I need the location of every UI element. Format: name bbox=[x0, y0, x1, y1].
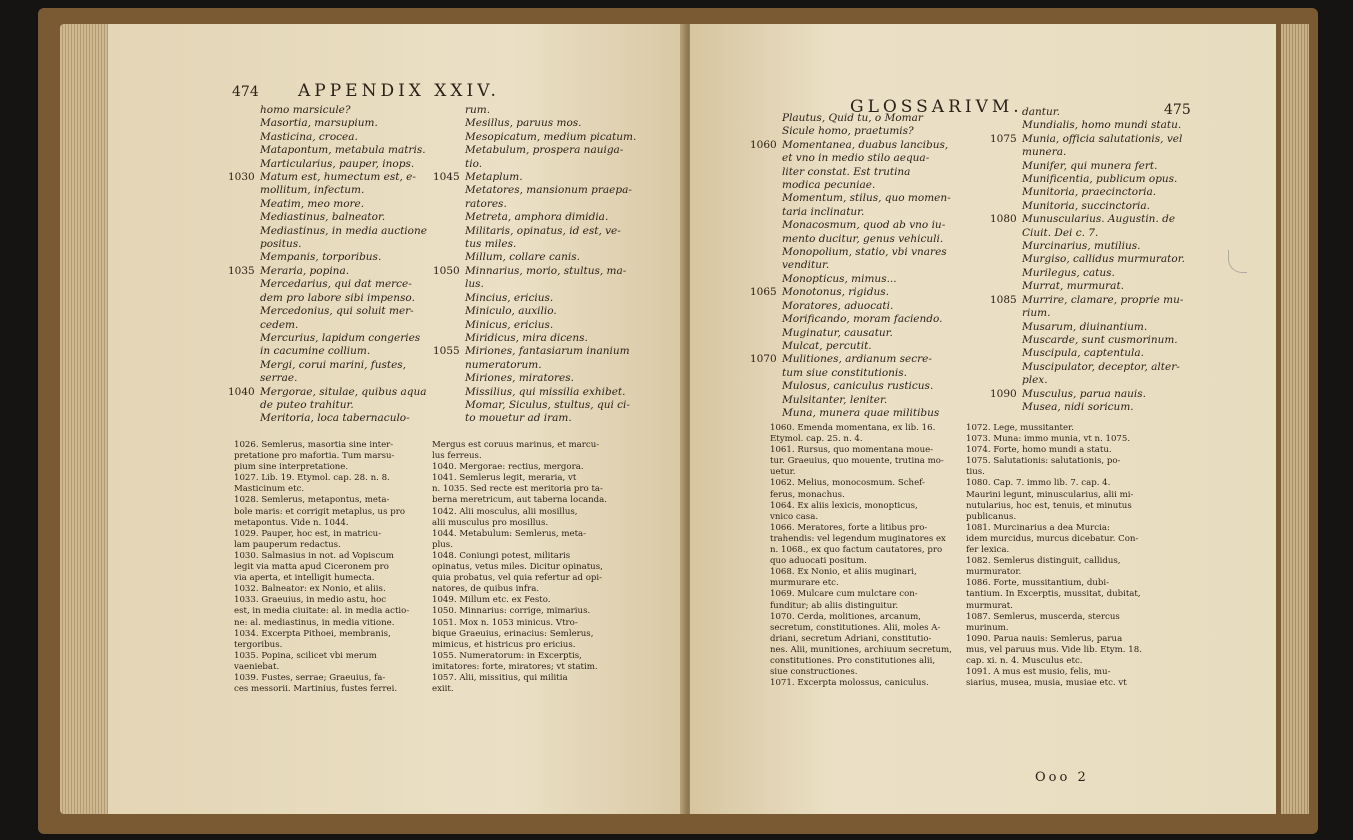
page-header: GLOSSARIVM. bbox=[850, 97, 1023, 117]
note-line: pium sine interpretatione. bbox=[234, 462, 349, 473]
entry-number: 1045 bbox=[433, 171, 460, 184]
note-line: uetur. bbox=[770, 467, 796, 478]
glossary-entry: Mulosus, caniculus rusticus. bbox=[782, 380, 934, 393]
note-line: 1090. Parua nauis: Semlerus, parua bbox=[966, 633, 1123, 644]
glossary-entry: venditur. bbox=[782, 259, 830, 272]
glossary-entry: lus. bbox=[465, 278, 484, 291]
note-line: n. 1068., ex quo factum cautatores, pro bbox=[770, 545, 943, 556]
glossary-entry: Masortia, marsupium. bbox=[260, 117, 378, 130]
glossary-entry: Moratores, aduocati. bbox=[782, 299, 894, 312]
glossary-entry: tus miles. bbox=[465, 238, 517, 251]
glossary-entry bbox=[433, 265, 636, 278]
note-line: 1041. Semlerus legit, meraria, vt bbox=[432, 473, 577, 484]
note-line: nes. Alii, munitiones, archiuum secretum, bbox=[770, 644, 952, 655]
page-header: APPENDIX XXIV. bbox=[298, 81, 500, 101]
glossary-entry: Muscipulator, deceptor, alter- bbox=[1022, 360, 1180, 373]
glossary-entry: cedem. bbox=[260, 318, 299, 331]
glossary-entry: plex. bbox=[1022, 374, 1048, 387]
note-line: funditur; ab aliis distinguitur. bbox=[770, 600, 899, 611]
glossary-entry: Murgiso, callidus murmurator. bbox=[1022, 253, 1185, 266]
page-edges-left bbox=[60, 24, 112, 814]
entry-text: Miriones, fantasiarum inanium bbox=[465, 345, 630, 358]
glossary-entry: Murilegus, catus. bbox=[1022, 266, 1115, 279]
note-line: 1082. Semlerus distinguit, callidus, bbox=[966, 556, 1121, 567]
glossary-entry: Murcinarius, mutilius. bbox=[1022, 240, 1141, 253]
glossary-entry: Mercedarius, qui dat merce- bbox=[260, 278, 412, 291]
note-line: lam pauperum redactus. bbox=[234, 539, 341, 550]
note-line: 1086. Forte, mussitantium, dubi- bbox=[966, 578, 1110, 589]
glossary-entry: serrae. bbox=[260, 372, 298, 385]
glossary-entry: Masticina, crocea. bbox=[260, 130, 358, 143]
note-line: 1075. Salutationis: salutationis, po- bbox=[966, 456, 1121, 467]
glossary-entry bbox=[750, 286, 951, 299]
entry-number: 1060 bbox=[750, 138, 777, 151]
glossary-entry bbox=[990, 388, 1185, 401]
glossary-entry: munera. bbox=[1022, 146, 1067, 159]
glossary-entry: Mundialis, homo mundi statu. bbox=[1022, 119, 1182, 132]
note-line: publicanus. bbox=[966, 511, 1017, 522]
note-line: pretatione pro mafortia. Tum marsu- bbox=[234, 451, 395, 462]
note-line: 1034. Excerpta Pithoei, membranis, bbox=[234, 628, 391, 639]
note-line: imitatores: forte, miratores; vt statim. bbox=[432, 661, 598, 672]
glossary-entry: Munitoria, succinctoria. bbox=[1022, 199, 1150, 212]
note-line: driani, secretum Adriani, constitutio- bbox=[770, 633, 932, 644]
note-line: vaeniebat. bbox=[234, 661, 280, 672]
note-line: tur. Graeuius, quo mouente, trutina mo- bbox=[770, 456, 944, 467]
glossary-entry: in cacumine collium. bbox=[260, 345, 371, 358]
glossary-entry: Momentum, stilus, quo momen- bbox=[782, 192, 951, 205]
note-line: 1071. Excerpta molossus, caniculus. bbox=[770, 678, 929, 689]
page-number: 475 bbox=[1164, 102, 1191, 118]
note-line: 1029. Pauper, hoc est, in matricu- bbox=[234, 528, 382, 539]
glossary-entry: Munifer, qui munera fert. bbox=[1022, 159, 1158, 172]
glossary-entry: Miridicus, mira dicens. bbox=[465, 331, 588, 344]
note-line: 1091. A mus est musio, felis, mu- bbox=[966, 667, 1111, 678]
entry-number: 1080 bbox=[990, 213, 1017, 226]
note-line: 1044. Metabulum: Semlerus, meta- bbox=[432, 528, 587, 539]
notes-column-2 bbox=[432, 440, 607, 695]
glossary-entry: taria inclinatur. bbox=[782, 205, 865, 218]
notes-column-1 bbox=[234, 440, 409, 695]
glossary-entry: Mesopicatum, medium picatum. bbox=[465, 130, 637, 143]
note-line: plus. bbox=[432, 539, 453, 550]
note-line: bique Graeuius, erinacius: Semlerus, bbox=[432, 628, 594, 639]
entry-text: Mulitiones, ardianum secre- bbox=[782, 353, 932, 366]
entry-number: 1050 bbox=[433, 264, 460, 277]
glossary-entry: Mercedonius, qui soluit mer- bbox=[260, 305, 414, 318]
note-line: fer lexica. bbox=[966, 545, 1010, 556]
note-line: murinum. bbox=[966, 622, 1009, 633]
note-line: 1080. Cap. 7. immo lib. 7. cap. 4. bbox=[966, 478, 1111, 489]
glossary-entry: Morificando, moram faciendo. bbox=[782, 313, 943, 326]
entry-number: 1055 bbox=[433, 345, 460, 358]
page-number: 474 bbox=[232, 84, 259, 100]
glossary-entry: Mesillus, paruus mos. bbox=[465, 117, 582, 130]
glossary-entry: dem pro labore sibi impenso. bbox=[260, 291, 415, 304]
glossary-column-2 bbox=[433, 104, 636, 426]
note-line: 1033. Graeuius, in medio astu, hoc bbox=[234, 595, 387, 606]
note-line: 1081. Murcinarius a dea Murcia: bbox=[966, 522, 1110, 533]
note-line: 1070. Cerda, molitiones, arcanum, bbox=[770, 611, 921, 622]
note-line: natores, de quibus infra. bbox=[432, 584, 540, 595]
note-line: cap. xi. n. 4. Musculus etc. bbox=[966, 655, 1083, 666]
entry-number: 1070 bbox=[750, 353, 777, 366]
note-line: 1050. Minnarius: corrige, mimarius. bbox=[432, 606, 591, 617]
glossary-entry: Muna, munera quae militibus bbox=[782, 406, 940, 419]
entry-number: 1030 bbox=[228, 171, 255, 184]
note-line: via aperta, et intelligit humecta. bbox=[234, 573, 375, 584]
glossary-entry: Millum, collare canis. bbox=[465, 251, 580, 264]
glossary-entry bbox=[990, 294, 1185, 307]
glossary-entry: Plautus, Quid tu, o Momar bbox=[782, 112, 923, 124]
note-line: 1069. Mulcare cum mulctare con- bbox=[770, 589, 918, 600]
note-line: berna meretricum, aut taberna locanda. bbox=[432, 495, 608, 506]
glossary-entry: Musea, nidi soricum. bbox=[1022, 400, 1134, 413]
glossary-entry: dantur. bbox=[1022, 106, 1060, 118]
note-line: 1026. Semlerus, masortia sine inter- bbox=[234, 440, 394, 450]
glossary-entry: Missilius, qui missilia exhibet. bbox=[465, 385, 626, 398]
glossary-entry: Metatores, mansionum praepa- bbox=[465, 184, 632, 197]
glossary-entry: Munitoria, praecinctoria. bbox=[1022, 186, 1157, 199]
entry-text: Metaplum. bbox=[465, 171, 523, 184]
glossary-entry: Marticularius, pauper, inops. bbox=[260, 157, 415, 170]
glossary-entry: Mediastinus, balneator. bbox=[260, 211, 386, 224]
glossary-entry: positus. bbox=[260, 238, 302, 251]
glossary-entry: Matapontum, metabula matris. bbox=[260, 144, 426, 157]
note-line: 1055. Numeratorum: in Excerptis, bbox=[432, 650, 582, 661]
note-line: tantium. In Excerptis, mussitat, dubitat, bbox=[966, 589, 1141, 600]
note-line: ces messorii. Martinius, fustes ferrei. bbox=[234, 684, 398, 695]
note-line: 1061. Rursus, quo momentana moue- bbox=[770, 445, 934, 456]
entry-number: 1090 bbox=[990, 387, 1017, 400]
note-line: 1035. Popina, scilicet vbi merum bbox=[234, 650, 377, 661]
note-line: 1049. Millum etc. ex Festo. bbox=[432, 595, 551, 606]
entry-text: Matum est, humectum est, e- bbox=[260, 171, 416, 184]
note-line: Maurini legunt, minuscularius, alii mi- bbox=[966, 489, 1134, 500]
glossary-entry: Metabulum, prospera nauiga- bbox=[465, 144, 624, 157]
note-line: opinatus, vetus miles. Dicitur opinatus, bbox=[432, 562, 603, 573]
glossary-entry: Momar, Siculus, stultus, qui ci- bbox=[465, 398, 630, 411]
note-line: idem murcidus, murcus dicebatur. Con- bbox=[966, 533, 1139, 544]
note-line: tius. bbox=[966, 467, 985, 478]
note-line: 1062. Melius, monocosmum. Schef- bbox=[770, 478, 925, 489]
entry-text: Momentanea, duabus lancibus, bbox=[782, 138, 949, 151]
glossary-entry: Metreta, amphora dimidia. bbox=[465, 211, 609, 224]
left-page bbox=[108, 24, 686, 814]
glossary-entry: Mergi, corui marini, fustes, bbox=[260, 358, 407, 371]
note-line: exiit. bbox=[432, 684, 454, 695]
note-line: murmurat. bbox=[966, 600, 1013, 611]
glossary-entry: Mulsitanter, leniter. bbox=[782, 393, 888, 406]
glossary-entry: Murrat, murmurat. bbox=[1022, 280, 1125, 293]
glossary-entry: Munificentia, publicum opus. bbox=[1022, 173, 1178, 186]
note-line: quia probatus, vel quia refertur ad opi- bbox=[432, 573, 603, 584]
note-line: murmurare etc. bbox=[770, 578, 839, 589]
entry-text: Monotonus, rigidus. bbox=[782, 286, 889, 299]
glossary-entry: Muscarde, sunt cusmorinum. bbox=[1022, 333, 1178, 346]
glossary-entry bbox=[433, 171, 636, 184]
entry-text: Munia, officia salutationis, vel bbox=[1022, 132, 1183, 145]
entry-number: 1065 bbox=[750, 286, 777, 299]
note-line: 1030. Salmasius in not. ad Vopiscum bbox=[234, 550, 394, 561]
note-line: tergoribus. bbox=[234, 639, 283, 650]
glossary-entry: ratores. bbox=[465, 197, 507, 210]
entry-number: 1035 bbox=[228, 264, 255, 277]
note-line: Etymol. cap. 25. n. 4. bbox=[770, 434, 863, 445]
note-line: nutularius, hoc est, tenuis, et minutus bbox=[966, 500, 1132, 511]
note-line: ne: al. mediastinus, in media vitione. bbox=[234, 617, 395, 628]
note-line: trahendis: vel legendum muginatores ex bbox=[770, 533, 946, 544]
note-line: 1039. Fustes, serrae; Graeuius, fa- bbox=[234, 672, 386, 683]
note-line: siue constructiones. bbox=[770, 667, 858, 678]
note-line: mimicus, et histricus pro ericius. bbox=[432, 639, 576, 650]
note-line: 1066. Meratores, forte a litibus pro- bbox=[770, 522, 928, 533]
entry-text: Musculus, parua nauis. bbox=[1022, 387, 1146, 400]
glossary-entry: modica pecuniae. bbox=[782, 179, 876, 192]
note-line: 1064. Ex aliis lexicis, monopticus, bbox=[770, 500, 918, 511]
note-line: legit via matta apud Ciceronem pro bbox=[234, 562, 389, 573]
glossary-entry: Ciuit. Dei c. 7. bbox=[1022, 226, 1099, 239]
note-line: 1051. Mox n. 1053 minicus. Vtro- bbox=[432, 617, 578, 628]
note-line: mus, vel paruus mus. Vide lib. Etym. 18. bbox=[966, 644, 1142, 655]
glossary-entry bbox=[433, 345, 636, 358]
note-line: 1028. Semlerus, metapontus, meta- bbox=[234, 495, 390, 506]
glossary-entry bbox=[750, 353, 951, 366]
glossary-entry: Monopolium, statio, vbi vnares bbox=[782, 246, 947, 259]
note-line: 1068. Ex Nonio, et aliis muginari, bbox=[770, 567, 917, 578]
note-line: alii musculus pro mosillus. bbox=[432, 517, 549, 528]
note-line: metapontus. Vide n. 1044. bbox=[234, 517, 349, 528]
note-line: Masticinum etc. bbox=[234, 484, 305, 495]
entry-text: Munuscularius. Augustin. de bbox=[1022, 213, 1176, 226]
glossary-entry: Meatim, meo more. bbox=[260, 197, 365, 210]
note-line: quo aduocati positum. bbox=[770, 556, 867, 567]
glossary-entry: liter constat. Est trutina bbox=[782, 165, 911, 178]
glossary-entry bbox=[990, 213, 1185, 226]
entry-text: Mergorae, situlae, quibus aqua bbox=[260, 385, 427, 398]
glossary-entry: Monacosmum, quod ab vno iu- bbox=[782, 219, 946, 232]
note-line: siarius, musea, musia, musiae etc. vt bbox=[966, 678, 1127, 689]
glossary-entry: tio. bbox=[465, 157, 483, 170]
glossary-entry bbox=[228, 386, 427, 399]
note-line: 1042. Alii mosculus, alii mosillus, bbox=[432, 506, 578, 517]
note-line: 1060. Emenda momentana, ex lib. 16. bbox=[770, 423, 936, 433]
note-line: Mergus est coruus marinus, et marcu- bbox=[432, 440, 600, 450]
glossary-entry: Mulcat, percutit. bbox=[782, 339, 872, 352]
glossary-entry: numeratorum. bbox=[465, 358, 542, 371]
note-line: secretum, constitutiones. Alii, moles A- bbox=[770, 622, 941, 633]
glossary-column-1 bbox=[750, 112, 951, 420]
page-edges-right bbox=[1281, 24, 1309, 814]
glossary-entry: Muscipula, captentula. bbox=[1022, 347, 1144, 360]
note-line: n. 1035. Sed recte est meritoria pro ta- bbox=[432, 484, 603, 495]
note-line: 1032. Balneator: ex Nonio, et aliis. bbox=[234, 584, 386, 595]
note-line: lus ferreus. bbox=[432, 451, 482, 462]
note-line: 1087. Semlerus, muscerda, stercus bbox=[966, 611, 1120, 622]
glossary-entry: Militaris, opinatus, id est, ve- bbox=[465, 224, 621, 237]
glossary-entry: tum siue constitutionis. bbox=[782, 366, 907, 379]
entry-number: 1040 bbox=[228, 385, 255, 398]
glossary-column-2 bbox=[990, 106, 1185, 414]
entry-number: 1075 bbox=[990, 132, 1017, 145]
glossary-entry: Sicule homo, praetumis? bbox=[782, 125, 914, 138]
glossary-entry: Minicus, ericius. bbox=[465, 318, 554, 331]
glossary-entry: to mouetur ad iram. bbox=[465, 412, 572, 425]
notes-column-1 bbox=[770, 423, 952, 689]
entry-number: 1085 bbox=[990, 293, 1017, 306]
glossary-entry: Monopticus, mimus... bbox=[782, 272, 897, 285]
note-line: 1040. Mergorae: rectius, mergora. bbox=[432, 462, 584, 473]
glossary-entry bbox=[990, 133, 1185, 146]
glossary-entry: Mincius, ericius. bbox=[465, 291, 554, 304]
right-page bbox=[690, 24, 1276, 814]
glossary-entry: Mempanis, torporibus. bbox=[260, 251, 382, 264]
glossary-entry: Miriones, miratores. bbox=[465, 372, 574, 385]
glossary-entry: rium. bbox=[1022, 307, 1051, 320]
glossary-entry: Muginatur, causatur. bbox=[782, 326, 893, 339]
glossary-entry: de puteo trahitur. bbox=[260, 398, 354, 411]
glossary-entry: Meritoria, loca tabernaculo- bbox=[260, 412, 410, 425]
glossary-entry: mento ducitur, genus vehiculi. bbox=[782, 232, 944, 245]
signature-mark: Ooo 2 bbox=[1035, 770, 1089, 785]
entry-text: Meraria, popina. bbox=[260, 264, 350, 277]
note-line: 1072. Lege, mussitanter. bbox=[966, 423, 1074, 433]
note-line: bole maris: et corrigit metaplus, us pro bbox=[234, 506, 405, 517]
note-line: vnico casa. bbox=[770, 511, 819, 522]
note-line: est, in media ciuitate: al. in media actio- bbox=[234, 606, 410, 617]
note-line: 1074. Forte, homo mundi a statu. bbox=[966, 445, 1112, 456]
glossary-entry: Mercurius, lapidum congeries bbox=[260, 331, 421, 344]
note-line: 1073. Muna: immo munia, vt n. 1075. bbox=[966, 434, 1131, 445]
entry-text: Minnarius, morio, stultus, ma- bbox=[465, 264, 627, 277]
note-line: ferus, monachus. bbox=[770, 489, 845, 500]
glossary-entry bbox=[228, 265, 427, 278]
glossary-entry: et vno in medio stilo aequa- bbox=[782, 152, 930, 165]
glossary-column-1 bbox=[228, 104, 427, 426]
note-line: 1027. Lib. 19. Etymol. cap. 28. n. 8. bbox=[234, 473, 390, 484]
note-line: 1048. Coniungi potest, militaris bbox=[432, 550, 571, 561]
note-line: murmurator. bbox=[966, 567, 1022, 578]
entry-text: Murrire, clamare, proprie mu- bbox=[1022, 293, 1184, 306]
glossary-entry: Musarum, diuinantium. bbox=[1022, 320, 1148, 333]
note-line: constitutiones. Pro constitutiones alii, bbox=[770, 655, 936, 666]
glossary-entry bbox=[228, 171, 427, 184]
glossary-entry bbox=[750, 139, 951, 152]
notes-column-2 bbox=[966, 423, 1142, 689]
glossary-entry: Miniculo, auxilio. bbox=[465, 305, 557, 318]
note-line: 1057. Alii, missitius, qui militia bbox=[432, 672, 568, 683]
glossary-entry: mollitum, infectum. bbox=[260, 184, 365, 197]
glossary-entry: Mediastinus, in media auctione bbox=[260, 224, 427, 237]
glossary-entry: rum. bbox=[465, 104, 491, 116]
glossary-entry: homo marsicule? bbox=[260, 104, 351, 116]
